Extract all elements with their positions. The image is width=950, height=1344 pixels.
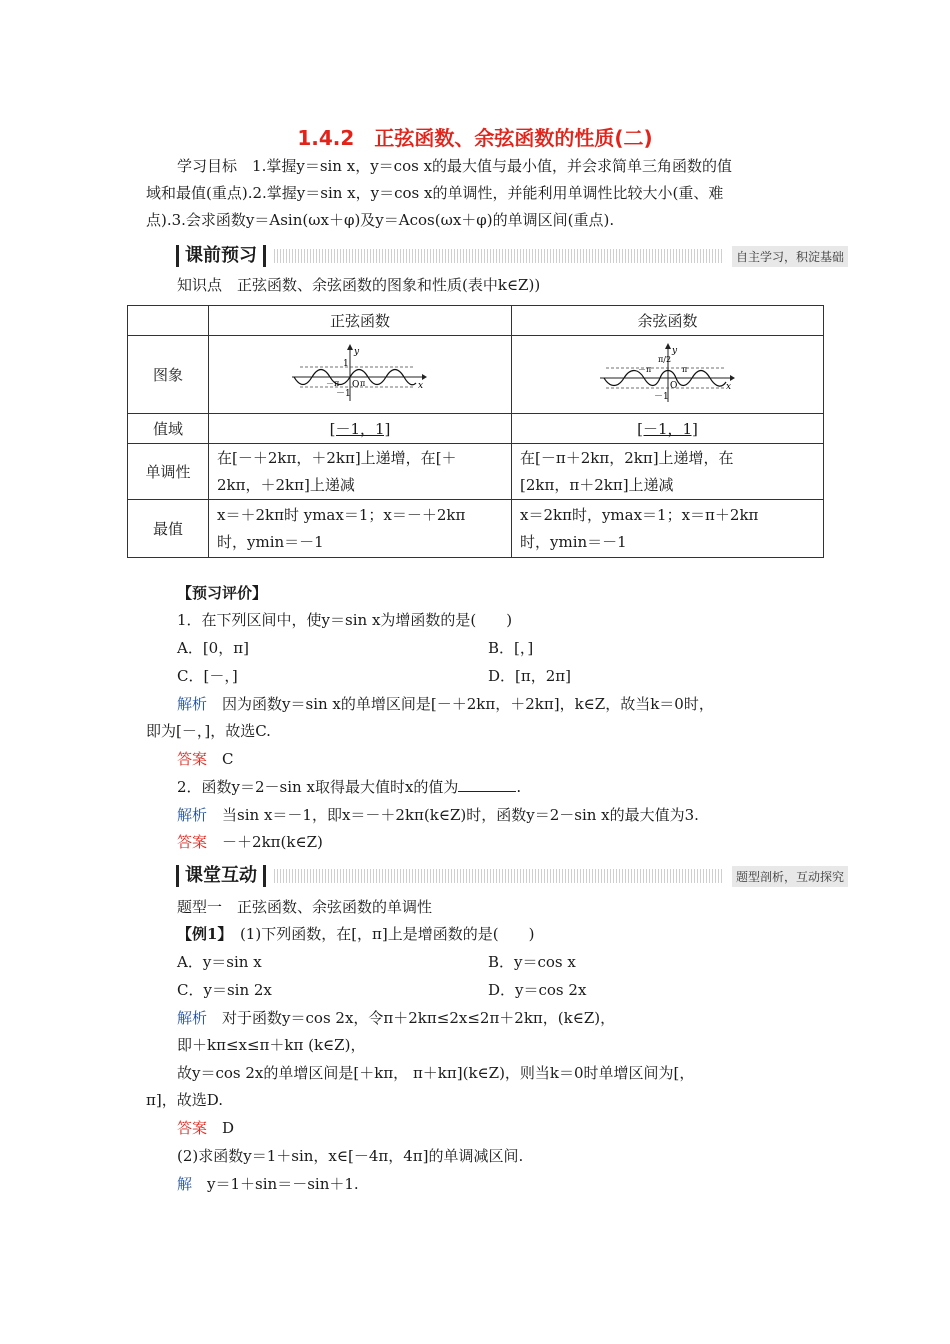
ex1-question-2: (2)求函数y＝1＋sin，x∈[－4π，4π]的单调减区间. xyxy=(177,1147,524,1165)
tick-neg-one: －1 xyxy=(653,391,669,402)
tick-pi: π xyxy=(681,364,687,374)
mono-sin: 在[－＋2kπ，＋2kπ]上递增，在[＋ 2kπ，＋2kπ]上递减 xyxy=(209,444,512,500)
analysis-label: 解析 xyxy=(177,806,208,824)
cos-graph-cell xyxy=(512,336,824,414)
header-cos: 余弦函数 xyxy=(512,306,824,336)
answer-label: 答案 xyxy=(177,1119,208,1137)
ex1-analysis-4: π]，故选D. xyxy=(146,1091,223,1109)
example-label: 【例1】 xyxy=(177,925,225,943)
sin-graph xyxy=(290,343,430,403)
q1-answer: 答案 C xyxy=(177,750,234,768)
range-sin: [－1，1] xyxy=(209,414,512,444)
answer-label: 答案 xyxy=(177,750,208,768)
q2-analysis: 解析 当sin x＝－1，即x＝－＋2kπ(k∈Z)时，函数y＝2－sin x的最大值为3. xyxy=(177,806,699,824)
tick-half-pi: π/2 xyxy=(657,354,671,364)
answer-label: 答案 xyxy=(177,833,208,851)
cos-graph xyxy=(598,342,738,404)
origin-label: O xyxy=(352,379,360,390)
tick-neg-one: －1 xyxy=(336,388,351,399)
header-sin: 正弦函数 xyxy=(209,306,512,336)
ex1-option-a: A．y＝sin x xyxy=(177,953,262,971)
row-label-extremum: 最值 xyxy=(128,500,209,558)
section-tag: 课前预习 xyxy=(176,245,266,267)
q1-option-c: C．[－，] xyxy=(177,667,238,685)
question-type-1: 题型一 正弦函数、余弦函数的单调性 xyxy=(177,898,433,916)
ex1-option-b: B．y＝cos x xyxy=(488,953,576,971)
x-axis-label: x xyxy=(418,380,424,391)
ex1-analysis-3: 故y＝cos 2x的单增区间是[＋kπ， π＋kπ](k∈Z)，则当k＝0时单增区间为[， xyxy=(177,1064,695,1082)
goals-label: 学习目标 xyxy=(177,157,238,175)
section-subtitle: 自主学习，积淀基础 xyxy=(732,246,848,267)
answer-blank xyxy=(458,777,516,792)
ex1-answer: 答案 D xyxy=(177,1119,235,1137)
x-axis-label: x xyxy=(725,381,731,392)
sin-graph-cell xyxy=(209,336,512,414)
section-tag: 课堂互动 xyxy=(176,865,266,887)
question-2: 2．函数y＝2－sin x取得最大值时x的值为 . xyxy=(177,778,522,796)
goals-line-2: 域和最值(重点).2.掌握y＝sin x，y＝cos x的单调性，并能利用单调性比较大小(重、难 xyxy=(146,184,724,202)
ex1-option-d: D．y＝cos 2x xyxy=(488,981,587,999)
page-title: 1.4.2 正弦函数、余弦函数的性质(二) xyxy=(297,126,653,150)
row-label-range: 值域 xyxy=(128,414,209,444)
section-divider xyxy=(274,869,724,883)
ext-cos: x＝2kπ时，ymax＝1；x＝π＋2kπ 时，ymin＝－1 xyxy=(512,500,824,558)
q1-option-d: D．[π，2π] xyxy=(488,667,571,685)
analysis-label: 解析 xyxy=(177,1009,208,1027)
ex1-analysis-2: 即＋kπ≤x≤π＋kπ (k∈Z)， xyxy=(177,1036,366,1054)
q1-analysis: 解析 因为函数y＝sin x的单增区间是[－＋2kπ，＋2kπ]，k∈Z，故当k＝0时， xyxy=(177,695,714,713)
goals-line-3: 点).3.会求函数y＝Asin(ωx＋φ)及y＝Acos(ωx＋φ)的单调区间(重点). xyxy=(146,211,615,229)
q2-answer: 答案 －＋2kπ(k∈Z) xyxy=(177,833,323,851)
q1-analysis-cont: 即为[－，]，故选C. xyxy=(146,722,271,740)
tick-pi: π xyxy=(360,378,366,388)
properties-table xyxy=(127,305,824,558)
section-subtitle: 题型剖析，互动探究 xyxy=(732,866,848,887)
section-divider xyxy=(274,249,724,263)
question-1: 1．在下列区间中，使y＝sin x为增函数的是( ) xyxy=(177,611,513,629)
ext-sin: x＝＋2kπ时 ymax＝1；x＝－＋2kπ 时，ymin＝－1 xyxy=(209,500,512,558)
example-1: 【例1】 (1)下列函数，在[，π]上是增函数的是( ) xyxy=(177,925,535,943)
section-bar-preview xyxy=(176,244,848,268)
q1-option-a: A．[0，π] xyxy=(177,639,249,657)
y-axis-label: y xyxy=(354,346,360,357)
tick-one: 1 xyxy=(343,358,349,369)
analysis-label: 解析 xyxy=(177,695,208,713)
range-cos: [－1，1] xyxy=(512,414,824,444)
ex1-option-c: C．y＝sin 2x xyxy=(177,981,272,999)
section-bar-class xyxy=(176,864,848,888)
tick-neg-pi: －π xyxy=(637,364,651,374)
knowledge-point: 知识点 正弦函数、余弦函数的图象和性质(表中k∈Z)) xyxy=(177,276,541,294)
tick-neg-pi: －π xyxy=(326,378,340,388)
goals-line-1: 学习目标 1.掌握y＝sin x，y＝cos x的最大值与最小值，并会求简单三角函数的值 xyxy=(177,157,733,175)
ex1-analysis: 解析 对于函数y＝cos 2x，令π＋2kπ≤2x≤2π＋2kπ，(k∈Z)， xyxy=(177,1009,616,1027)
origin-label: O xyxy=(669,380,677,391)
mono-cos: 在[－π＋2kπ，2kπ]上递增，在 [2kπ，π＋2kπ]上递减 xyxy=(512,444,824,500)
row-label-graph: 图象 xyxy=(128,336,209,414)
ex1-solution: 解 y＝1＋sin＝－sin＋1. xyxy=(177,1175,359,1193)
solution-label: 解 xyxy=(177,1175,193,1193)
row-label-monotonicity: 单调性 xyxy=(128,444,209,500)
y-axis-label: y xyxy=(671,345,677,356)
preview-heading: 【预习评价】 xyxy=(177,584,268,602)
q1-option-b: B．[，] xyxy=(488,639,534,657)
